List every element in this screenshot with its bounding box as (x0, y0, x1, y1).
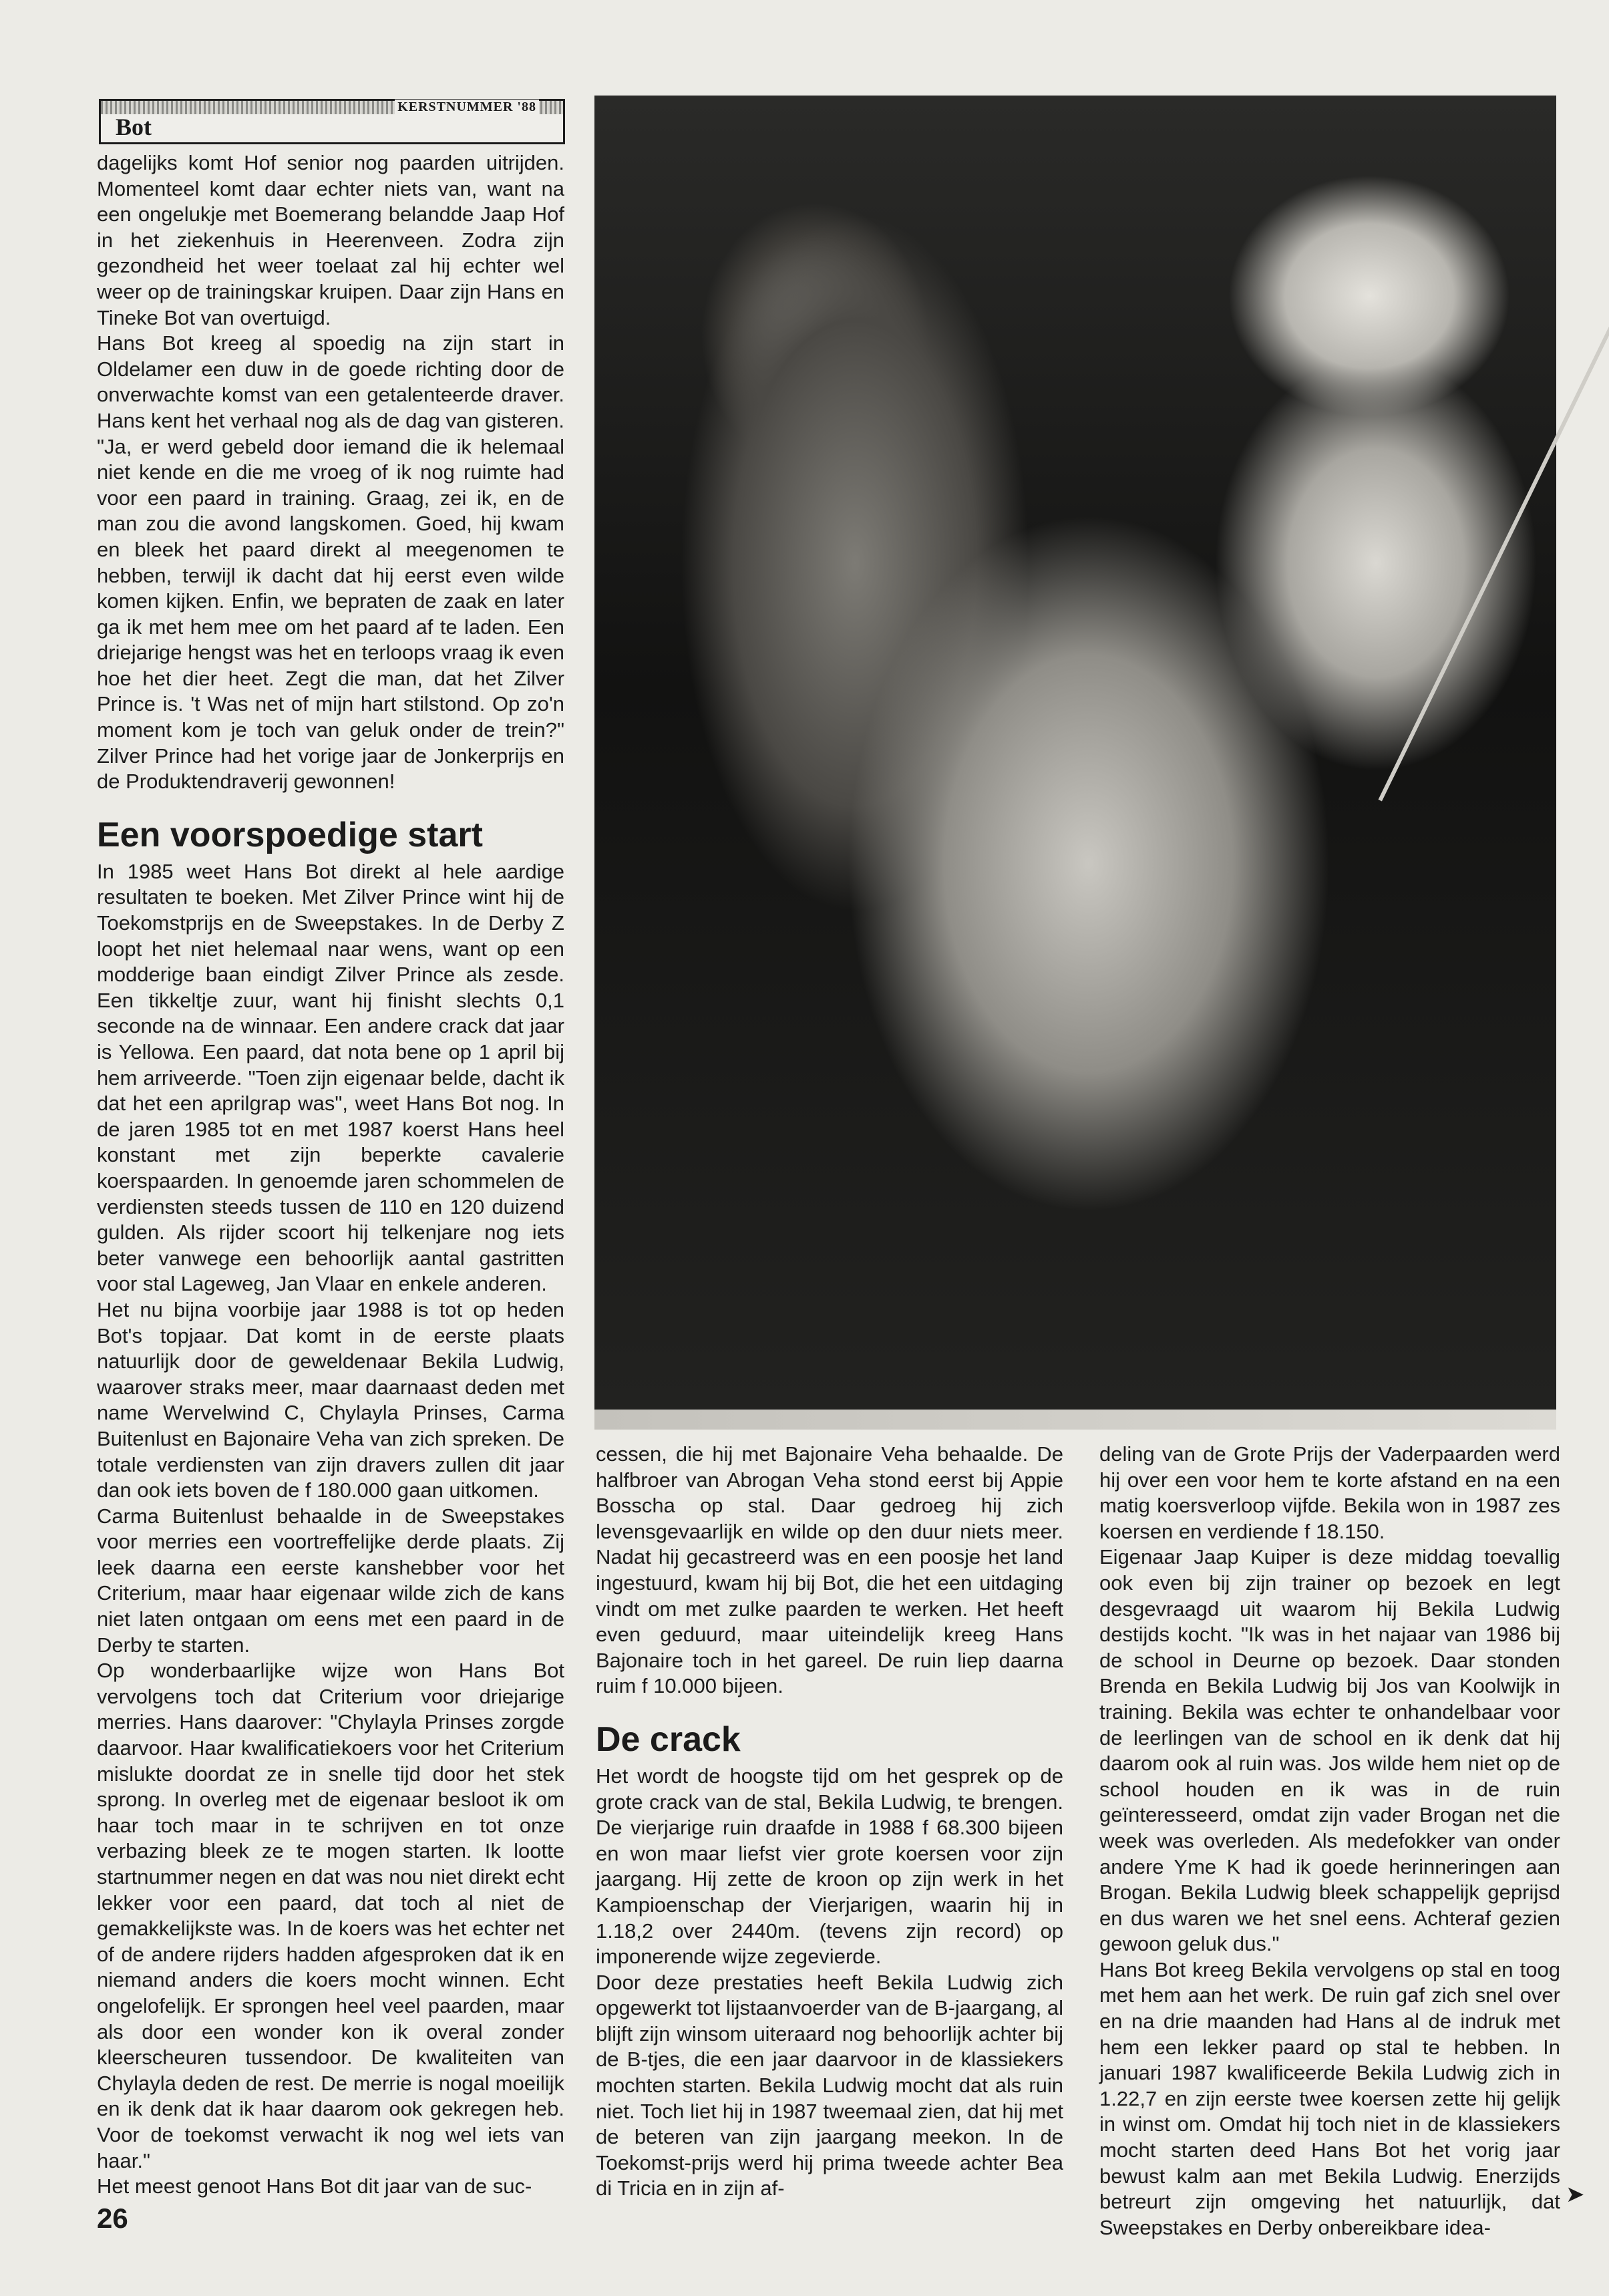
text-column-1 (97, 150, 564, 2200)
paragraph: Hans Bot kreeg Bekila vervolgens op stal en toog met hem aan het werk. De ruin gaf zich snel over en na drie maanden had Hans al de indruk met hem een lekker paard op stal te hebben. In januari 1987 kwalificeerde Bekila Ludwig zich in 1.22,7 en zijn eerste twee koersen zette hij gelijk in winst om. Omdat hij toch niet in de klassiekers mocht starten deed Hans Bot het vorig jaar bewust kalm aan met Bekila Ludwig. Enerzijds betreurt zijn omgeving het natuurlijk, dat Sweepstakes en Derby onbereikbare idea- (1099, 1957, 1560, 2239)
paragraph: deling van de Grote Prijs der Vaderpaarden werd hij over een voor hem te korte afstand en na een matig koersverloop vijfde. Bekila won in 1987 zes koersen en verdiende f 18.150. (1099, 1442, 1560, 1543)
page-number: 26 (97, 2202, 128, 2234)
continue-arrow-icon: ➤ (1566, 2182, 1585, 2207)
section-name: Bot (116, 114, 152, 140)
paragraph: Het nu bijna voorbije jaar 1988 is tot op heden Bot's topjaar. Dat komt in de eerste plaats natuurlijk door de geweldenaar Bekila Ludwig, waarover straks meer, maar daarnaast deden met name Wervelwind C, Chylayla Prinses, Carma Buitenlust en Bajonaire Veha van zich spreken. De totale verdiensten van zijn dravers zullen dit jaar dan ook iets boven de f 180.000 gaan uitkomen. (97, 1297, 564, 1502)
paragraph: In 1985 weet Hans Bot direkt al hele aardige resultaten te boeken. Met Zilver Prince wint hij de Toekomstprijs en de Sweepstakes. In de Derby Z loopt het niet helemaal naar wens, want op een modderige baan eindigt Zilver Prince als zesde. Een tikkeltje zuur, want hij finisht slechts 0,1 seconde na de winnaar. Een andere crack dat jaar is Yellowa. Een paard, dat nota bene op 1 april bij hem arriveerde. "Toen zijn eigenaar belde, dacht ik dat het een aprilgrap was", weet Hans Bot nog. In de jaren 1985 tot en met 1987 koerst Hans heel konstant met zijn beperkte cavalerie koerspaarden. In genoemde jaren schommelen de verdiensten steeds tussen de 110 en 120 duizend gulden. Als rijder scoort hij telkenjare nog iets beter vanwege een behoorlijk aantal gastritten voor stal Lageweg, Jan Vlaar en enkele anderen. (97, 859, 564, 1296)
text-column-3 (1099, 1442, 1560, 2241)
paragraph: Carma Buitenlust behaalde in de Sweepstakes voor merries een voortreffelijke derde plaats. Zij leek daarna een eerste kanshebber voor het Criterium, maar haar eigenaar wilde zich de kans niet laten ontgaan om eens met een paard in de Derby te starten. (97, 1504, 564, 1657)
paragraph: Door deze prestaties heeft Bekila Ludwig zich opgewerkt tot lijstaanvoerder van de B-jaargang, al blijft zijn winsom uiteraard nog behoorlijk achter bij de B-tjes, die een jaar daarvoor in de klassiekers mochten starten. Bekila Ludwig mocht dat als ruin niet. Toch liet hij in 1987 tweemaal zien, dat hij met de beteren van zijn jaargang meekon. In de Toekomst-prijs werd hij prima tweede achter Bea di Tricia en in zijn af- (596, 1970, 1063, 2200)
issue-label: KERSTNUMMER '88 (395, 100, 539, 115)
text-column-2 (596, 1442, 1063, 2202)
paragraph: Op wonderbaarlijke wijze won Hans Bot vervolgens toch dat Criterium voor driejarige merries. Hans daarover: "Chylayla Prinses zorgde daarvoor. Haar kwalificatiekoers voor het Criterium mislukte doordat ze in snelle tijd door het stek sprong. In overleg met de eigenaar besloot ik om haar toch maar in te schrijven en tot onze verbazing bleek ze te mogen starten. Ik lootte startnummer negen en dat was nou niet direkt echt lekker voor een paard, dat toch al niet de gemakkelijkste was. In de koers was het echter net of de andere rijders hadden afgesproken dat ik en niemand anders die koers mocht winnen. Echt ongelofelijk. Er sprongen heel veel paarden, maar als door een wonder kon ik overal zonder kleerscheuren tussendoor. De kwaliteiten van Chylayla deden de rest. De merrie is nogal moeilijk en ik denk dat ik haar daarom ook gekregen heb. Voor de toekomst verwacht ik nog wel iets van haar." (97, 1659, 564, 2172)
paragraph: Het meest genoot Hans Bot dit jaar van de suc- (97, 2174, 532, 2198)
subheading: De crack (596, 1719, 741, 1759)
photo-whip (1379, 229, 1609, 801)
subheading: Een voorspoedige start (97, 815, 483, 854)
paragraph: dagelijks komt Hof senior nog paarden uitrijden. Momenteel komt daar echter niets van, want na een ongelukje met Boemerang belandde Jaap Hof in het ziekenhuis in Heerenveen. Zodra zijn gezondheid het weer toelaat zal hij echter wel weer op de trainingskar kruipen. Daar zijn Hans en Tineke Bot van overtuigd. (97, 151, 564, 329)
paragraph: Hans Bot kreeg al spoedig na zijn start in Oldelamer een duw in de goede richting door de onverwachte komst van een getalenteerde draver. Hans kent het verhaal nog als de dag van gisteren. "Ja, er werd gebeld door iemand die ik helemaal niet kende en die me vroeg of ik nog ruimte had voor een paard in training. Graag, zei ik, en de man zou die avond langskomen. Goed, hij kwam en bleek het paard direkt al meegenomen te hebben, terwijl ik dacht dat hij eerst even wilde komen kijken. Enfin, we bepraten de zaak en later ga ik met hem mee om het paard af te laden. Een driejarige hengst was het en terloops vraag ik even hoe het dier heet. Zegt die man, dat het Zilver Prince is. 't Was net of mijn hart stilstond. Op zo'n moment kom je toch van geluk onder de trein?" Zilver Prince had het vorige jaar de Jonkerprijs en de Produktendraverij gewonnen! (97, 331, 564, 794)
section-header (99, 99, 565, 144)
photo-bottom-strip (594, 1410, 1556, 1430)
paragraph: Eigenaar Jaap Kuiper is deze middag toevallig ook even bij zijn trainer op bezoek en legt desgevraagd uit waarom hij Bekila Ludwig destijds kocht. "Ik was in het najaar van 1986 bij de school in Deurne op bezoek. Daar stonden Brenda en Bekila Ludwig bij Jos van Koolwijk in training. Bekila was echter te onhandelbaar voor de leerlingen van de school en ik denk dat hij daarom ook al ruin was. Jos wilde hem niet op de school houden en ik was in de ruin geïnteresseerd, omdat zijn vader Brogan net die week was overleden. Als medefokker van onder andere Yme K had ik goede herinneringen aan Brogan. Bekila Ludwig bleek schappelijk geprijsd en dus waren we het snel eens. Achteraf gezien gewoon geluk dus." (1099, 1545, 1560, 1956)
paragraph: cessen, die hij met Bajonaire Veha behaalde. De halfbroer van Abrogan Veha stond eerst bij Appie Bosscha op stal. Daar gedroeg hij zich levensgevaarlijk en wilde op den duur niets meer. Nadat hij gecastreerd was en een poosje het land ingestuurd, kwam hij bij Bot, die het een uitdaging vindt om met zulke paarden te werken. Het heeft even geduurd, maar uiteindelijk kreeg Hans Bajonaire toch in het gareel. De ruin liep daarna ruim f 10.000 bijeen. (596, 1442, 1063, 1698)
article-photo (594, 96, 1556, 1412)
paragraph: Het wordt de hoogste tijd om het gesprek op de grote crack van de stal, Bekila Ludwig, te brengen. De vierjarige ruin draafde in 1988 f 68.300 bijeen en won maar liefst vier grote koersen voor zijn jaargang. Hij zette de kroon op zijn werk in het Kampioenschap der Vierjarigen, waarin hij in 1.18,2 over 2440m. (tevens zijn record) op imponerende wijze zegevierde. (596, 1764, 1063, 1969)
